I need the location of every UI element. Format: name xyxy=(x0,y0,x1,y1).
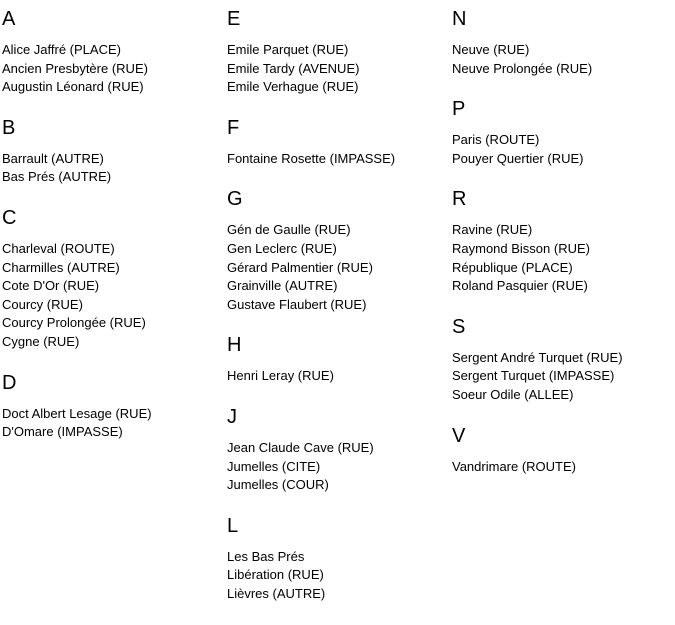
street-entry: Gérard Palmentier (RUE) xyxy=(227,259,373,275)
section-letter: A xyxy=(2,8,16,30)
street-entry: Emile Parquet (RUE) xyxy=(227,42,349,57)
street-entry: Jumelles (COUR) xyxy=(227,477,329,493)
index-section xyxy=(2,208,227,352)
street-entry: Emile Tardy (AVENUE) xyxy=(227,60,360,76)
street-entry: Gén de Gaulle (RUE) xyxy=(227,222,351,238)
index-section xyxy=(452,317,675,405)
section-letter: F xyxy=(227,116,240,139)
index-section xyxy=(452,189,675,295)
index-section xyxy=(227,516,452,604)
street-entry: Barrault (AUTRE) xyxy=(2,150,104,166)
street-entry: Sergent Turquet (IMPASSE) xyxy=(452,368,615,384)
street-entry: Emile Verhague (RUE) xyxy=(227,79,359,95)
street-entry: Sergent André Turquet (RUE) xyxy=(452,349,623,365)
section-letter: P xyxy=(452,98,466,121)
section-letter: L xyxy=(227,514,239,537)
section-letter: G xyxy=(227,188,243,211)
section-letter: B xyxy=(2,116,16,139)
index-section xyxy=(227,118,452,169)
street-entry: Charmilles (AUTRE) xyxy=(2,259,120,275)
street-entry: Courcy Prolongée (RUE) xyxy=(2,315,146,331)
section-letter: J xyxy=(227,405,237,428)
section-letter: S xyxy=(452,315,466,338)
street-entry: Raymond Bisson (RUE) xyxy=(452,240,590,256)
street-entry: Henri Leray (RUE) xyxy=(227,368,334,384)
index-column xyxy=(452,9,675,497)
street-entry: Ancien Presbytère (RUE) xyxy=(2,60,148,76)
section-letter: C xyxy=(2,206,17,229)
section-letter: D xyxy=(2,371,17,394)
street-entry: Augustin Léonard (RUE) xyxy=(2,79,144,95)
street-entry: Bas Prés (AUTRE) xyxy=(2,169,112,185)
street-entry: Roland Pasquier (RUE) xyxy=(452,278,588,294)
street-entry: Neuve (RUE) xyxy=(452,42,530,57)
index-column xyxy=(227,9,452,625)
street-entry: Lièvres (AUTRE) xyxy=(227,585,326,601)
section-letter: H xyxy=(227,334,242,357)
section-letter: E xyxy=(227,8,241,30)
index-column xyxy=(2,9,227,463)
street-entry: Neuve Prolongée (RUE) xyxy=(452,60,593,76)
street-entry: Grainville (AUTRE) xyxy=(227,278,338,294)
section-letter: N xyxy=(452,8,467,30)
section-letter: R xyxy=(452,188,467,211)
index-section xyxy=(2,118,227,187)
street-entry: Les Bas Prés xyxy=(227,548,305,564)
index-section xyxy=(227,189,452,314)
street-entry: Cote D'Or (RUE) xyxy=(2,278,100,294)
street-entry: Cygne (RUE) xyxy=(2,333,80,349)
street-entry: Gen Leclerc (RUE) xyxy=(227,240,337,256)
section-letter: V xyxy=(452,424,466,447)
street-entry: Paris (ROUTE) xyxy=(452,132,540,148)
street-entry: Alice Jaffré (PLACE) xyxy=(2,42,121,57)
index-section xyxy=(227,335,452,386)
street-entry: Charleval (ROUTE) xyxy=(2,240,115,256)
street-entry: Pouyer Quertier (RUE) xyxy=(452,150,584,166)
street-entry: Libération (RUE) xyxy=(227,567,324,583)
street-entry: Courcy (RUE) xyxy=(2,296,83,312)
index-section xyxy=(2,9,227,97)
street-entry: Fontaine Rosette (IMPASSE) xyxy=(227,150,396,166)
street-entry: Jean Claude Cave (RUE) xyxy=(227,439,374,455)
street-entry: Jumelles (CITE) xyxy=(227,458,321,474)
index-section xyxy=(227,9,452,97)
street-entry: Gustave Flaubert (RUE) xyxy=(227,296,367,312)
street-entry: D'Omare (IMPASSE) xyxy=(2,424,123,440)
index-section xyxy=(452,9,675,78)
street-entry: Ravine (RUE) xyxy=(452,222,533,238)
index-section xyxy=(2,373,227,442)
street-entry: République (PLACE) xyxy=(452,259,573,275)
street-entry: Vandrimare (ROUTE) xyxy=(452,458,577,474)
index-section xyxy=(227,407,452,495)
index-section xyxy=(452,426,675,477)
street-entry: Doct Albert Lesage (RUE) xyxy=(2,405,152,421)
index-section xyxy=(452,99,675,168)
street-entry: Soeur Odile (ALLEE) xyxy=(452,386,574,402)
